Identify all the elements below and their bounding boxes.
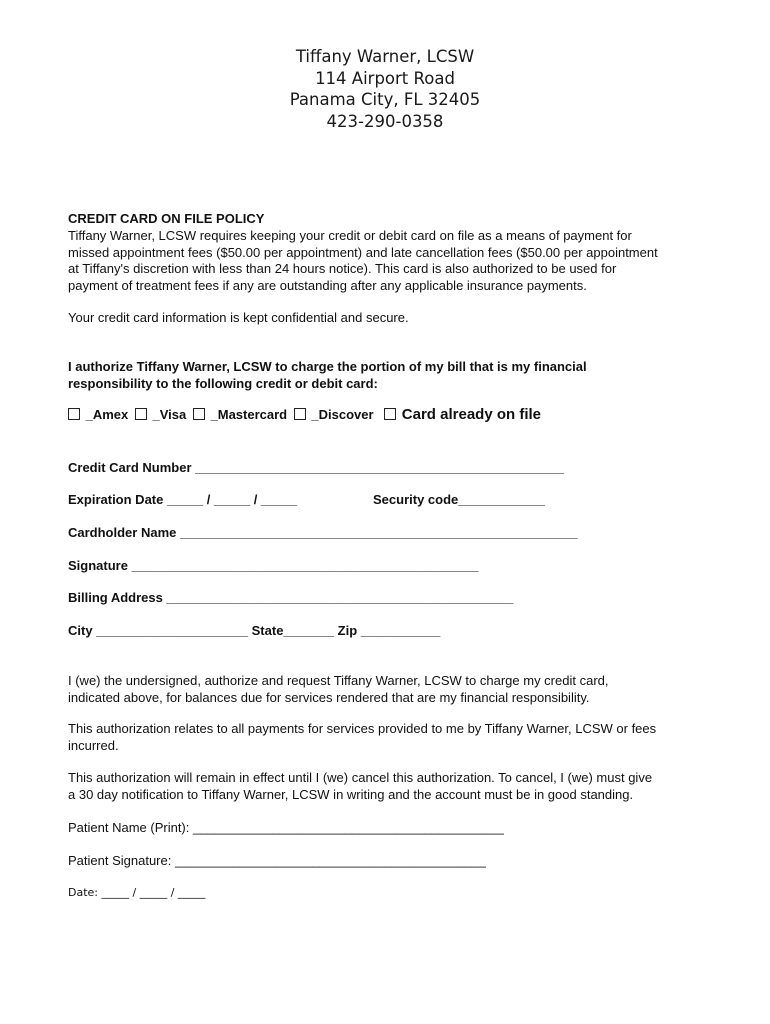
patient-signature-field[interactable]: Patient Signature: ___________________________________________	[68, 853, 486, 868]
practitioner-name: Tiffany Warner, LCSW	[295, 47, 475, 66]
city-field[interactable]: City _____________________	[68, 623, 249, 638]
statement-line: This authorization will remain in effect until I (we) cancel this authorization. To cancel, I (we) must give	[68, 770, 653, 785]
authorize-line: responsibility to the following credit or debit card:	[68, 375, 378, 391]
authorize-statement	[68, 359, 708, 392]
visa-label: _Visa	[152, 407, 187, 422]
policy-title: CREDIT CARD ON FILE POLICY	[68, 211, 265, 226]
letterhead	[0, 46, 770, 132]
expiration-date-field[interactable]: Expiration Date _____ / _____ / _____	[68, 492, 298, 507]
card-type-options	[68, 406, 541, 423]
signature-field[interactable]: Signature ________________________________________________	[68, 558, 479, 573]
mastercard-label: _Mastercard	[210, 407, 288, 422]
policy-line: Tiffany Warner, LCSW requires keeping your credit or debit card on file as a means of payment for	[68, 228, 632, 243]
statement-line: I (we) the undersigned, authorize and request Tiffany Warner, LCSW to charge my credit card,	[68, 673, 609, 688]
phone-number: 423-290-0358	[326, 111, 444, 131]
relates-statement	[68, 721, 708, 754]
amex-checkbox[interactable]	[68, 408, 80, 420]
card-number-field[interactable]: Credit Card Number ___________________________________________________	[68, 460, 564, 475]
patient-name-field[interactable]: Patient Name (Print): ___________________________________________	[68, 820, 504, 835]
city-state-zip-row	[68, 623, 440, 638]
undersigned-statement	[68, 673, 708, 706]
statement-line: indicated above, for balances due for services rendered that are my financial responsibility.	[68, 689, 590, 705]
statement-line: incurred.	[68, 737, 119, 753]
card-on-file-label: Card already on file	[401, 406, 541, 423]
visa-checkbox[interactable]	[135, 408, 147, 420]
street-address: 114 Airport Road	[315, 68, 455, 88]
discover-label: _Discover	[311, 407, 374, 422]
authorize-line: I authorize Tiffany Warner, LCSW to charge the portion of my bill that is my financial	[68, 359, 587, 374]
card-on-file-checkbox[interactable]	[384, 408, 396, 420]
discover-checkbox[interactable]	[294, 408, 306, 420]
date-field[interactable]: Date: _____ / _____ / _____	[68, 886, 206, 899]
policy-line: missed appointment fees ($50.00 per appointment) and late cancellation fees ($50.00 per appointment	[68, 244, 658, 260]
mastercard-checkbox[interactable]	[193, 408, 205, 420]
statement-line: a 30 day notification to Tiffany Warner, LCSW in writing and the account must be in good standing.	[68, 786, 634, 802]
statement-line: This authorization relates to all payments for services provided to me by Tiffany Warner, LCSW or fees	[68, 721, 657, 736]
amex-label: _Amex	[85, 407, 129, 422]
city-state-zip: Panama City, FL 32405	[289, 90, 481, 109]
cardholder-name-field[interactable]: Cardholder Name _______________________________________________________	[68, 525, 578, 540]
security-code-field[interactable]: Security code____________	[373, 492, 546, 507]
billing-address-field[interactable]: Billing Address ________________________________________________	[68, 590, 514, 605]
zip-field[interactable]: Zip ___________	[337, 623, 441, 638]
policy-text	[68, 228, 708, 294]
confidential-note: Your credit card information is kept confidential and secure.	[68, 310, 409, 325]
policy-line: at Tiffany's discretion with less than 24 hours notice). This card is also authorized to be used for	[68, 261, 617, 277]
policy-line: payment of treatment fees if any are outstanding after any applicable insurance payments.	[68, 277, 587, 293]
effect-statement	[68, 770, 708, 803]
state-field[interactable]: State_______	[251, 623, 335, 638]
